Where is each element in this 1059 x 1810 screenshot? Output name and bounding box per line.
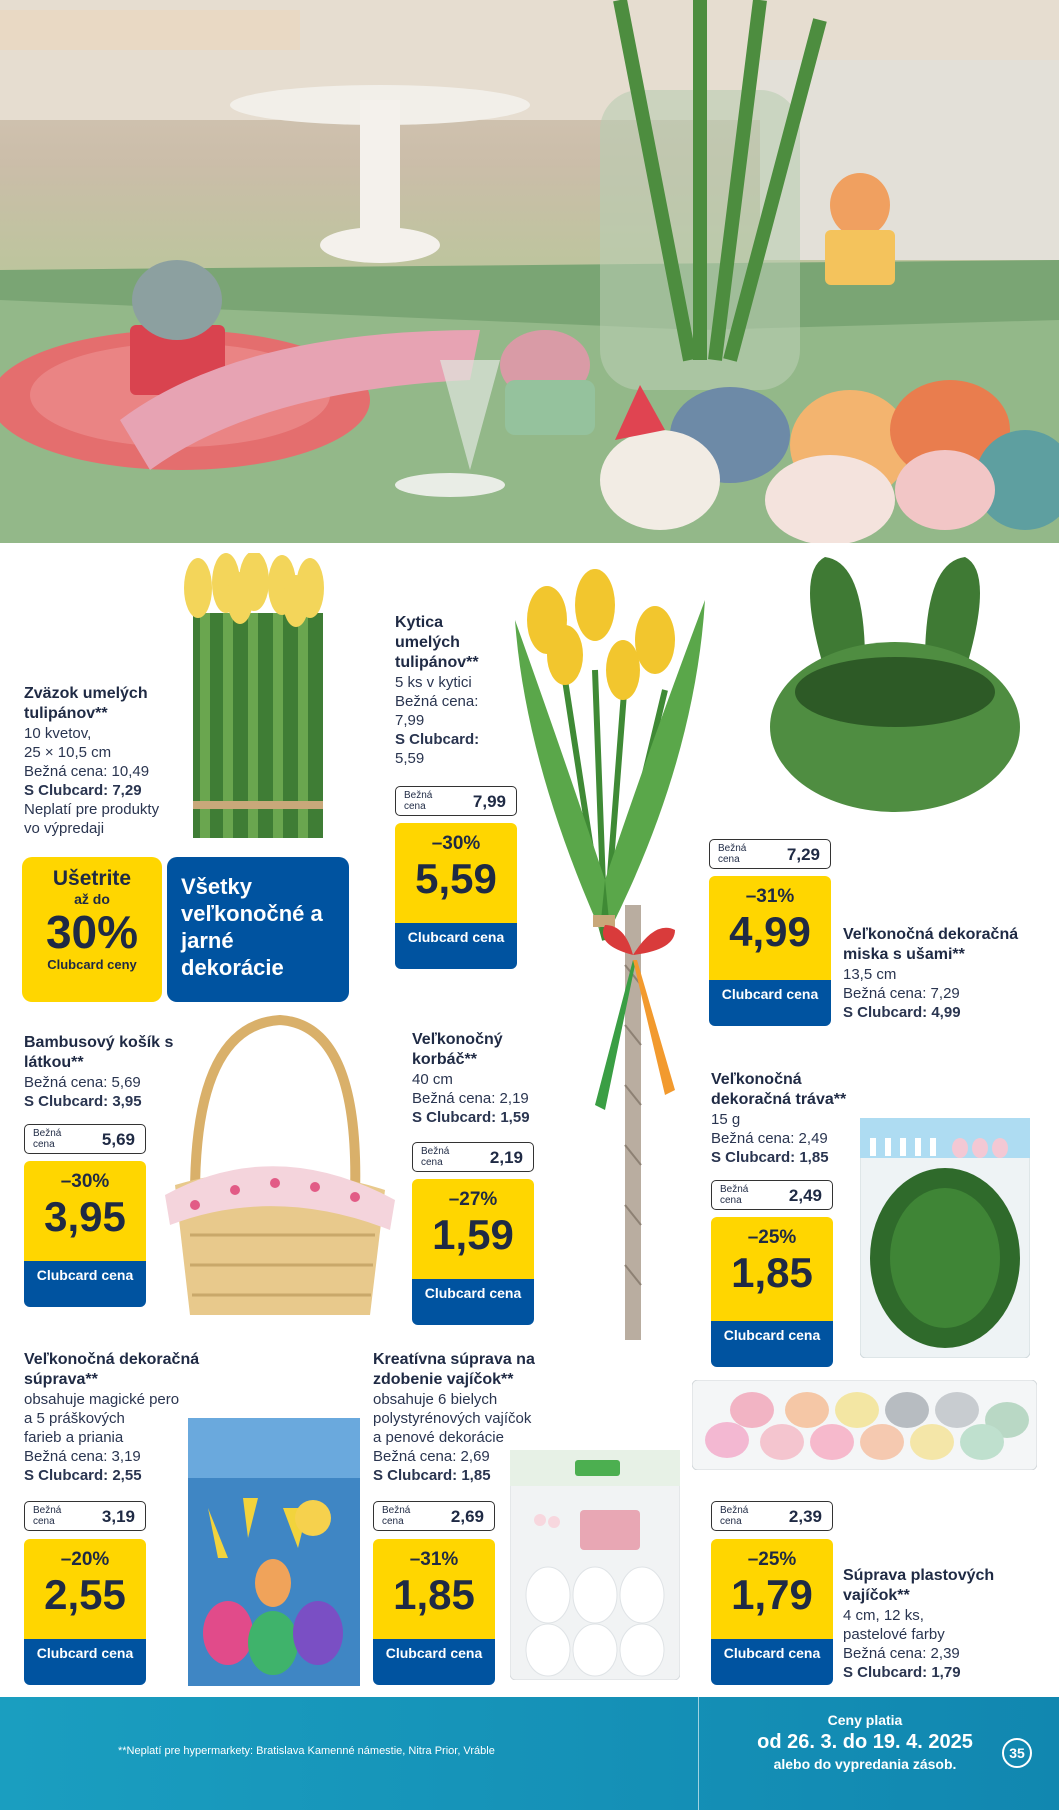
- regular-price-tag: [373, 1501, 495, 1531]
- product-detail: farieb a priania: [24, 1429, 124, 1446]
- regular-price-value: 2,49: [788, 1186, 822, 1205]
- product-club-line: S Clubcard: 3,95: [24, 1093, 142, 1110]
- regular-price-tag: [711, 1180, 833, 1210]
- validity-sub: alebo do vypredania zásob.: [773, 1756, 957, 1772]
- clubcard-label: Clubcard cena: [395, 923, 517, 969]
- clubcard-price: 1,85: [731, 1249, 813, 1296]
- discount-percent: –25%: [747, 1549, 797, 1570]
- product-image-easter-whip: [575, 905, 690, 1345]
- discount-percent: –25%: [747, 1227, 797, 1248]
- regular-price-label: Bežná cena: [421, 1146, 450, 1168]
- product-detail: 15 g: [711, 1111, 741, 1128]
- product-club-line: S Clubcard: 4,99: [843, 1004, 961, 1021]
- product-image-easter-grass-bag: [860, 1118, 1030, 1358]
- product-detail: 4 cm, 12 ks,: [843, 1607, 924, 1624]
- regular-price-label: Bežná cena: [33, 1505, 62, 1527]
- clubcard-price: 1,59: [432, 1211, 514, 1258]
- hero-photo-easter-table: [0, 0, 1059, 543]
- product-image-bamboo-basket: [155, 1015, 400, 1325]
- regular-price-tag: [412, 1142, 534, 1172]
- product-title: Kreatívna súprava na zdobenie vajíčok**: [373, 1351, 535, 1388]
- regular-price-value: 2,19: [489, 1148, 523, 1167]
- clubcard-price-badge: [395, 823, 517, 969]
- product-detail: a 5 práškových: [24, 1410, 125, 1427]
- product-image-plastic-eggs: [692, 1380, 1037, 1470]
- clubcard-price: 1,79: [731, 1571, 813, 1618]
- promo-banner-all-easter: [167, 857, 349, 1002]
- regular-price-value: 5,69: [101, 1130, 135, 1149]
- product-title: Veľkonočná dekoračná súprava**: [24, 1351, 200, 1388]
- product-detail: 10 kvetov,: [24, 725, 92, 742]
- clubcard-price-badge: [711, 1217, 833, 1367]
- regular-price-tag: [711, 1501, 833, 1531]
- validity-dates: od 26. 3. do 19. 4. 2025: [757, 1731, 973, 1753]
- product-text-tulip-bouquet: [395, 613, 510, 768]
- regular-price-label: Bežná cena: [33, 1128, 62, 1150]
- regular-price-label: Bežná cena: [404, 790, 433, 812]
- product-image-tulip-bundle: [178, 553, 338, 845]
- product-club-value: 5,59: [395, 750, 425, 767]
- footer-bar: [0, 1697, 1059, 1810]
- savings-badge: [22, 857, 162, 1002]
- product-club-line: S Clubcard:: [395, 731, 480, 748]
- discount-percent: –27%: [448, 1189, 498, 1210]
- product-text-tulip-bundle: [24, 684, 194, 838]
- regular-price-value: 7,29: [786, 845, 820, 864]
- product-detail: Bežná cena: 2,49: [711, 1130, 828, 1147]
- clubcard-price-badge: [412, 1179, 534, 1325]
- regular-price-label: Bežná cena: [720, 1184, 749, 1206]
- clubcard-label: Clubcard cena: [24, 1639, 146, 1685]
- product-detail: Bežná cena: 10,49: [24, 763, 150, 780]
- product-detail: 25 × 10,5 cm: [24, 744, 112, 761]
- savings-percent: 30%: [45, 906, 139, 958]
- regular-price-value: 7,99: [472, 792, 506, 811]
- product-title: Veľkonočný korbáč**: [412, 1031, 503, 1068]
- regular-price-value: 3,19: [101, 1507, 135, 1526]
- product-detail: polystyrénových vajíčok: [373, 1410, 532, 1427]
- clubcard-price-badge: [709, 876, 831, 1026]
- clubcard-price-badge: [373, 1539, 495, 1685]
- product-detail: Bežná cena: 7,29: [843, 985, 960, 1002]
- product-detail: Bežná cena: 2,39: [843, 1645, 960, 1662]
- product-image-grass-bowl-ears: [765, 552, 1025, 822]
- discount-percent: –31%: [745, 886, 795, 907]
- regular-price-label: Bežná cena: [720, 1505, 749, 1527]
- product-club-line: S Clubcard: 1,59: [412, 1109, 530, 1126]
- product-detail: 7,99: [395, 712, 425, 729]
- product-text-easter-whip: [412, 1030, 562, 1127]
- product-club-line: S Clubcard: 1,85: [373, 1467, 491, 1484]
- product-title: Kytica umelých tulipánov**: [395, 614, 479, 671]
- validity-block: [715, 1711, 1015, 1773]
- clubcard-label: Clubcard cena: [709, 980, 831, 1026]
- product-detail: 13,5 cm: [843, 966, 897, 983]
- product-title: Zväzok umelých tulipánov**: [24, 685, 148, 722]
- product-detail: Bežná cena: 2,19: [412, 1090, 529, 1107]
- product-title: Veľkonočná dekoračná tráva**: [711, 1071, 847, 1108]
- product-detail: 5 ks v kytici: [395, 674, 472, 691]
- product-detail: pastelové farby: [843, 1626, 945, 1643]
- product-detail: Bežná cena: 5,69: [24, 1074, 141, 1091]
- discount-percent: –31%: [409, 1549, 459, 1570]
- clubcard-price-badge: [711, 1539, 833, 1685]
- clubcard-price: 5,59: [415, 855, 497, 902]
- product-text-easter-grass: [711, 1070, 871, 1167]
- product-club-line: S Clubcard: 2,55: [24, 1467, 142, 1484]
- product-text-grass-bowl: [843, 925, 1043, 1022]
- clubcard-price: 4,99: [729, 908, 811, 955]
- regular-price-value: 2,39: [788, 1507, 822, 1526]
- clubcard-price: 2,55: [44, 1571, 126, 1618]
- product-title: Bambusový košík s látkou**: [24, 1034, 174, 1071]
- product-club-line: S Clubcard: 1,79: [843, 1664, 961, 1681]
- savings-sub: Clubcard ceny: [47, 957, 137, 972]
- page-number: 35: [1002, 1738, 1032, 1768]
- discount-percent: –30%: [431, 833, 481, 854]
- footer-divider: [698, 1697, 699, 1810]
- product-detail: 40 cm: [412, 1071, 453, 1088]
- clubcard-label: Clubcard cena: [711, 1639, 833, 1685]
- discount-percent: –30%: [60, 1171, 110, 1192]
- clubcard-price-badge: [24, 1539, 146, 1685]
- product-detail: a penové dekorácie: [373, 1429, 504, 1446]
- product-detail: Bežná cena: 2,69: [373, 1448, 490, 1465]
- clubcard-label: Clubcard cena: [711, 1321, 833, 1367]
- product-text-plastic-eggs: [843, 1566, 1023, 1682]
- product-note: Neplatí pre produkty: [24, 801, 160, 818]
- savings-line1: Ušetrite: [52, 867, 132, 890]
- footer-note: **Neplatí pre hypermarkety: Bratislava Kamenné námestie, Nitra Prior, Vráble: [118, 1745, 495, 1757]
- product-title: Veľkonočná dekoračná miska s ušami**: [843, 926, 1019, 963]
- regular-price-tag: [24, 1501, 146, 1531]
- regular-price-tag: [395, 786, 517, 816]
- regular-price-value: 2,69: [450, 1507, 484, 1526]
- product-detail: Bežná cena: 3,19: [24, 1448, 141, 1465]
- clubcard-label: Clubcard cena: [412, 1279, 534, 1325]
- product-detail: Bežná cena:: [395, 693, 479, 710]
- savings-line2: až do: [74, 891, 110, 907]
- regular-price-tag: [24, 1124, 146, 1154]
- clubcard-label: Clubcard cena: [373, 1639, 495, 1685]
- regular-price-label: Bežná cena: [718, 843, 747, 865]
- product-note: vo výpredaji: [24, 820, 105, 837]
- product-club-line: S Clubcard: 7,29: [24, 782, 142, 799]
- clubcard-price: 1,85: [393, 1571, 475, 1618]
- product-title: Súprava plastových vajíčok**: [843, 1567, 995, 1604]
- regular-price-tag: [709, 839, 831, 869]
- clubcard-label: Clubcard cena: [24, 1261, 146, 1307]
- product-club-line: S Clubcard: 1,85: [711, 1149, 829, 1166]
- discount-percent: –20%: [60, 1549, 110, 1570]
- product-image-foam-eggs-pack: [510, 1450, 680, 1680]
- clubcard-price: 3,95: [44, 1193, 126, 1240]
- validity-label: Ceny platia: [827, 1712, 903, 1728]
- promo-title: Všetky veľkonočné a jarné dekorácie: [181, 874, 323, 980]
- product-detail: obsahuje magické pero: [24, 1391, 180, 1408]
- regular-price-label: Bežná cena: [382, 1505, 411, 1527]
- product-detail: obsahuje 6 bielych: [373, 1391, 498, 1408]
- clubcard-price-badge: [24, 1161, 146, 1307]
- product-image-magic-egg-kit: [188, 1418, 360, 1686]
